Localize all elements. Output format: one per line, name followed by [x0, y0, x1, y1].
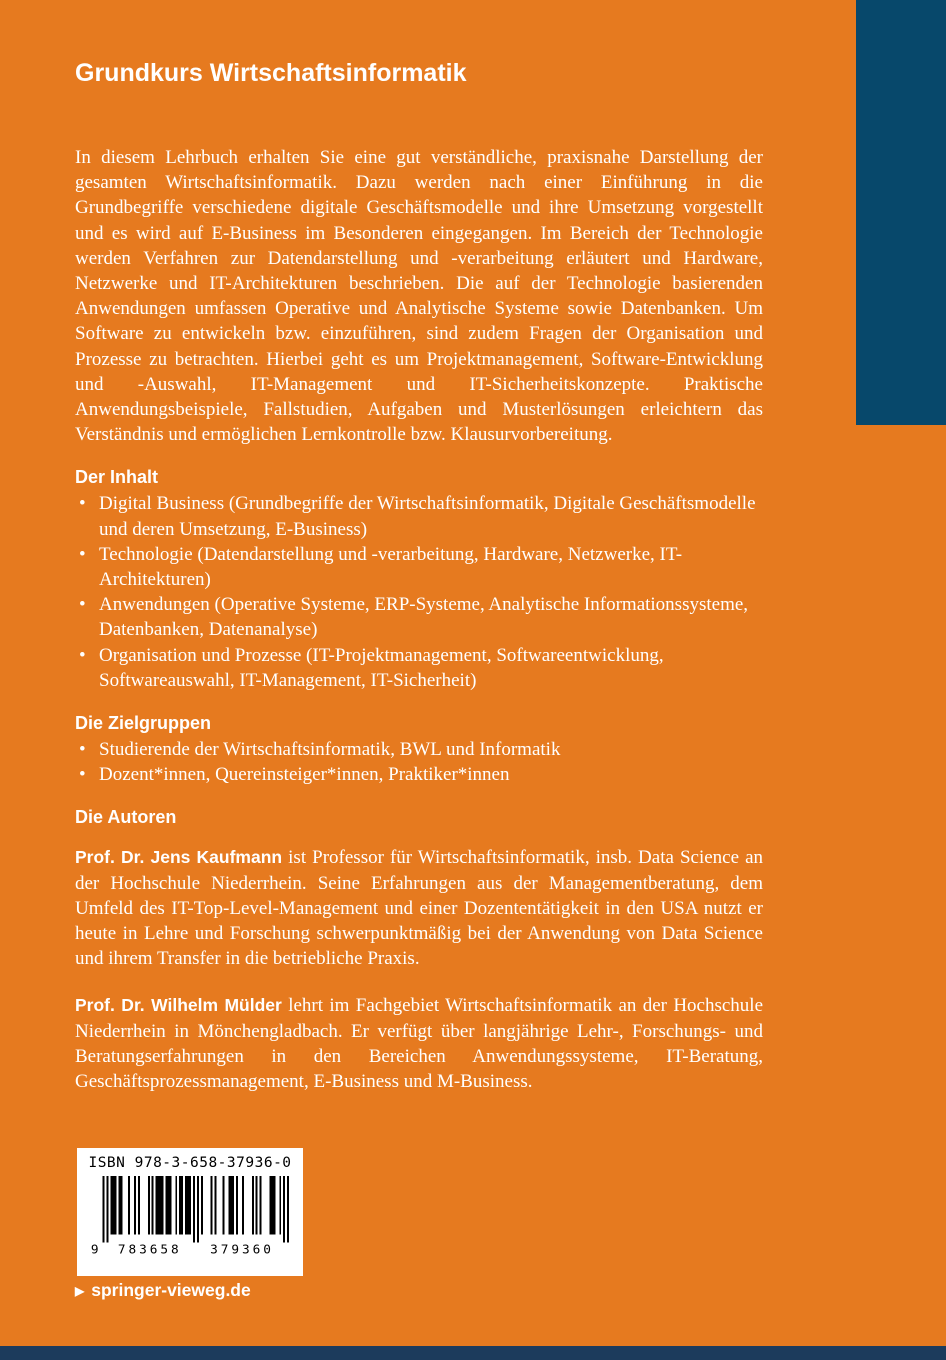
list-item: • Anwendungen (Operative Systeme, ERP-Systeme, Analytische Informationssysteme, Datenbanken, Datenanalyse) [75, 592, 763, 642]
section-heading-autoren: Die Autoren [75, 807, 177, 828]
author-bio-text: lehrt im Fachgebiet Wirtschaftsinformatik an der Hochschule Niederrhein in Mönchengladbach. Er verfügt über langjährige Lehr-, Forschungs- und Beratungserfahrungen in den Bereichen Anwendungssysteme, IT-Beratung, Geschäftsprozessmanagement, E-Business und M-Business. [75, 995, 764, 1093]
list-item: • Technologie (Datendarstellung und -verarbeitung, Hardware, Netzwerke, IT-Architekturen) [75, 542, 763, 592]
author-name: Prof. Dr. Jens Kaufmann [75, 847, 283, 868]
audience-list [75, 737, 763, 787]
cover-content [75, 0, 763, 1094]
svg-text:783658: 783658 [117, 1242, 182, 1257]
list-item: • Digital Business (Grundbegriffe der Wirtschaftsinformatik, Digitale Geschäftsmodelle und deren Umsetzung, E-Business) [75, 491, 763, 541]
spine-color-tab [856, 0, 946, 425]
isbn-barcode-box [77, 1148, 303, 1276]
section-heading-inhalt: Der Inhalt [75, 467, 159, 488]
list-item: • Studierende der Wirtschaftsinformatik, BWL und Informatik [75, 737, 763, 762]
book-description: In diesem Lehrbuch erhalten Sie eine gut verständliche, praxisnahe Darstellung der gesamten Wirtschaftsinformatik. Dazu werden nach einer Einführung in die Grundbegriffe verschiedene digitale Geschäftsmodelle und ihre Umsetzung vorgestellt und es wird auf E-Business im Besonderen eingegangen. Im Bereich der Technologie werden Verfahren zur Datendarstellung und -verarbeitung erläutert und Hardware, Netzwerke und IT-Architekturen beschrieben. Die auf der Technologie basierenden Anwendungen umfassen Operative und Analytische Systeme sowie Datenbanken. Um Software zu entwickeln bzw. einzuführen, sind zudem Fragen der Organisation und Prozesse zu betrachten. Hierbei geht es um Projektmanagement, Software-Entwicklung und -Auswahl, IT-Management und IT-Sicherheitskonzepte. Praktische Anwendungsbeispiele, Fallstudien, Aufgaben und Musterlösungen erleichtern das Verständnis und ermöglichen Lernkontrolle bzw. Klausurvorbereitung. [75, 147, 763, 446]
book-title: Grundkurs Wirtschaftsinformatik [75, 59, 467, 87]
arrow-right-icon: ▶ [75, 1284, 85, 1298]
website-url: springer-vieweg.de [91, 1280, 251, 1300]
isbn-label: ISBN 978-3-658-37936-0 [88, 1155, 292, 1171]
list-item: • Dozent*innen, Quereinsteiger*innen, Praktiker*innen [75, 762, 763, 787]
list-item: • Organisation und Prozesse (IT-Projektmanagement, Softwareentwicklung, Softwareauswahl, IT-Management, IT-Sicherheit) [75, 643, 763, 693]
author-bio [75, 993, 763, 1094]
author-name: Prof. Dr. Wilhelm Mülder [75, 995, 282, 1016]
svg-text:9: 9 [90, 1242, 99, 1257]
content-list [75, 491, 763, 693]
author-bio-text: ist Professor für Wirtschaftsinformatik, insb. Data Science an der Hochschule Niederrhein. Seine Erfahrungen aus der Managementberatung, dem Umfeld des IT-Top-Level-Management und einer Dozententätigkeit in den USA nutzt er heute in Lehre und Forschung schwerpunktmäßig bei der Anwendung von Data Science und ihrem Transfer in die betriebliche Praxis. [75, 847, 764, 970]
ean13-barcode [87, 1175, 293, 1257]
svg-text:379360: 379360 [210, 1242, 274, 1257]
bottom-edge-bar [0, 1346, 946, 1360]
section-heading-zielgruppen: Die Zielgruppen [75, 713, 212, 734]
website-link[interactable] [75, 1280, 251, 1301]
author-bio [75, 845, 763, 971]
